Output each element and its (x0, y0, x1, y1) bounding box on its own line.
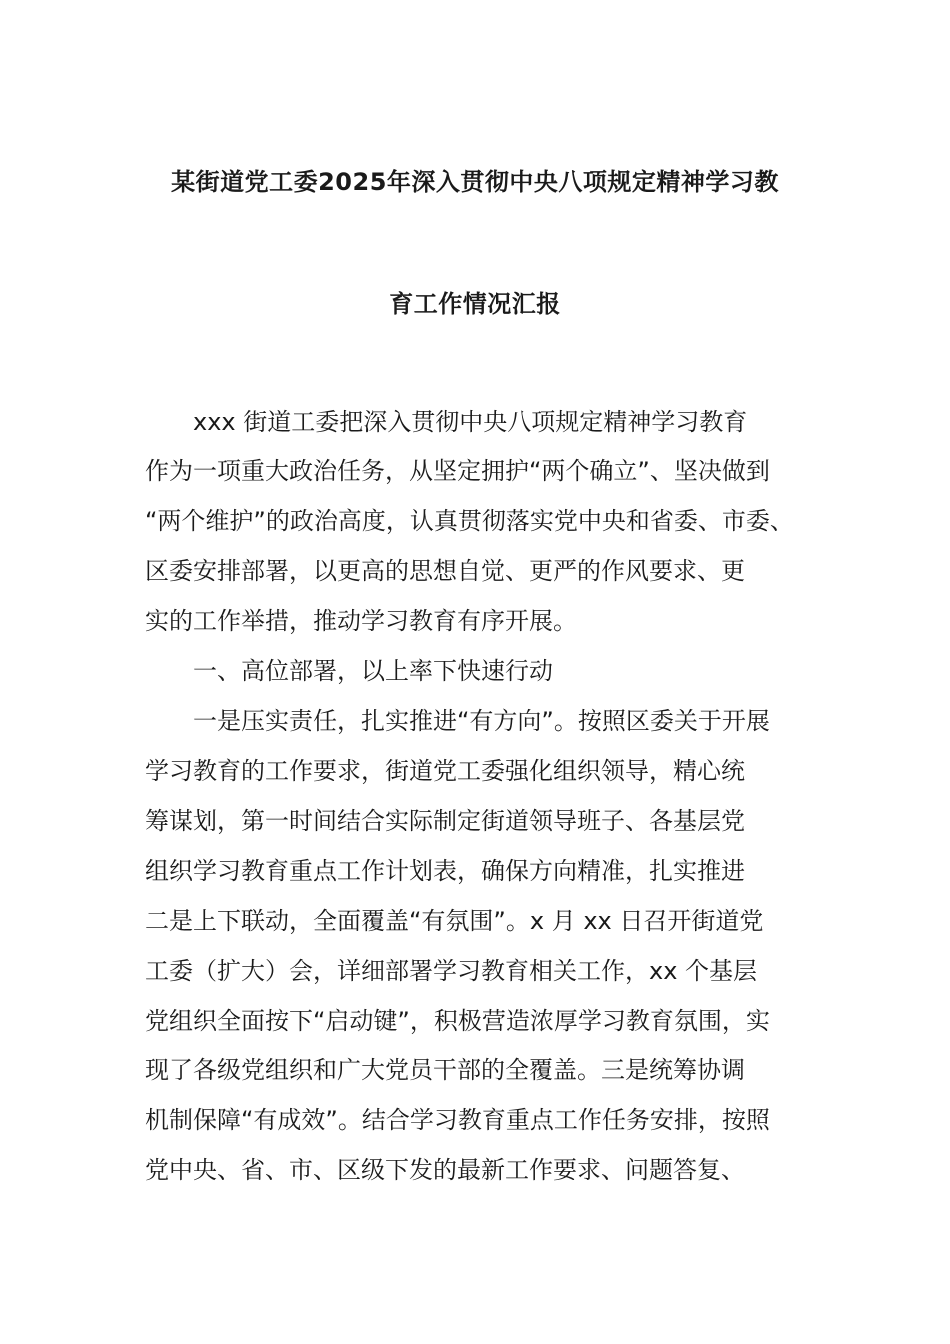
paragraph-line: “两个维护”的政治高度，认真贯彻落实党中央和省委、市委、 (145, 507, 794, 535)
paragraph-line: 实的工作举措，推动学习教育有序开展。 (145, 607, 577, 635)
paragraph-line: 学习教育的工作要求，街道党工委强化组织领导，精心统 (145, 757, 745, 785)
paragraph-line: 作为一项重大政治任务，从坚定拥护“两个确立”、坚决做到 (145, 457, 770, 485)
paragraph-line: 组织学习教育重点工作计划表，确保方向精准，扎实推进 (145, 857, 745, 885)
paragraph-line: 筹谋划，第一时间结合实际制定街道领导班子、各基层党 (145, 807, 745, 835)
paragraph-line: 党组织全面按下“启动键”，积极营造浓厚学习教育氛围，实 (145, 1007, 770, 1035)
paragraph-line: 区委安排部署，以更高的思想自觉、更严的作风要求、更 (145, 557, 745, 585)
paragraph-line: 机制保障“有成效”。结合学习教育重点工作任务安排，按照 (145, 1106, 770, 1134)
paragraph-line: 工委（扩大）会，详细部署学习教育相关工作，xx 个基层 (145, 957, 758, 985)
paragraph-line: 一是压实责任，扎实推进“有方向”。按照区委关于开展 (193, 707, 770, 735)
paragraph-line: 二是上下联动，全面覆盖“有氛围”。x 月 xx 日召开街道党 (145, 907, 764, 935)
paragraph-line: xxx 街道工委把深入贯彻中央八项规定精神学习教育 (193, 408, 748, 436)
paragraph-line: 党中央、省、市、区级下发的最新工作要求、问题答复、 (145, 1156, 745, 1184)
document-title-line-2: 育工作情况汇报 (389, 290, 561, 318)
section-heading: 一、高位部署，以上率下快速行动 (193, 657, 553, 685)
document-title-line-1: 某街道党工委2025年深入贯彻中央八项规定精神学习教 (171, 168, 779, 196)
paragraph-line: 现了各级党组织和广大党员干部的全覆盖。三是统筹协调 (145, 1056, 745, 1084)
